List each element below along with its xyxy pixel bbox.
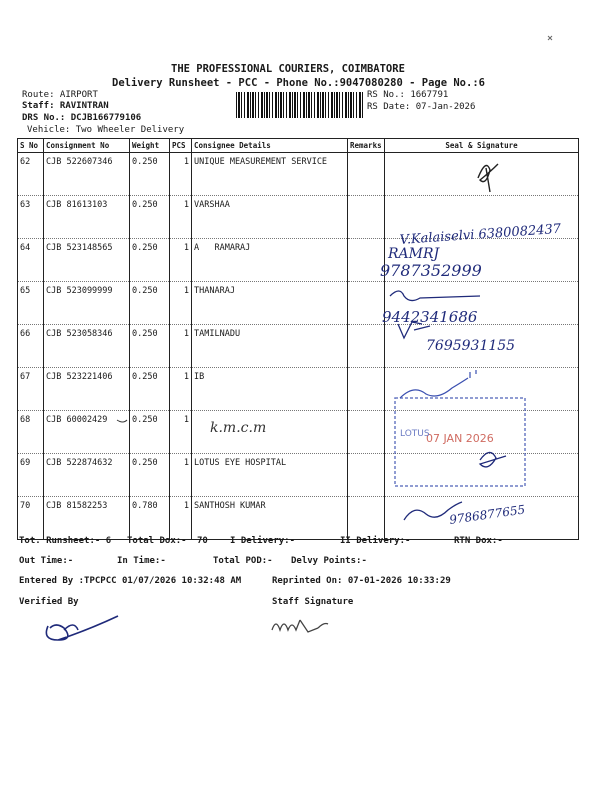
total-dox-label: Total Dox:- — [127, 536, 187, 546]
cell-weight: 0.780 — [130, 497, 170, 540]
stamp-text: LOTUS — [400, 429, 430, 439]
ii-delivery: II Delivery:- — [340, 536, 411, 546]
cell-signature — [385, 368, 579, 411]
in-time: In Time:- — [117, 556, 166, 566]
cell-sno: 70 — [18, 497, 44, 540]
cell-remarks — [348, 196, 385, 239]
vehicle-label: Vehicle: Two Wheeler Delivery — [27, 125, 185, 135]
table-header-row — [18, 139, 579, 153]
cell-pcs: 1 — [170, 454, 192, 497]
cell-consignment: CJB 523148565 — [44, 239, 130, 282]
cell-consignment: CJB 523058346 — [44, 325, 130, 368]
cell-consignee: SANTHOSH KUMAR — [192, 497, 348, 540]
cell-consignee: VARSHAA — [192, 196, 348, 239]
cell-consignee: UNIQUE MEASUREMENT SERVICE — [192, 153, 348, 196]
cell-weight: 0.250 — [130, 368, 170, 411]
verified-by-signature — [46, 616, 118, 640]
total-dox-value: 70 — [197, 536, 208, 546]
cell-signature — [385, 325, 579, 368]
drs-number: DRS No.: DCJB166779106 — [22, 113, 142, 123]
cell-pcs: 1 — [170, 196, 192, 239]
cell-remarks — [348, 411, 385, 454]
cell-signature — [385, 239, 579, 282]
cell-consignment: CJB 81582253 — [44, 497, 130, 540]
cell-signature — [385, 153, 579, 196]
cell-remarks — [348, 282, 385, 325]
cell-remarks — [348, 497, 385, 540]
cell-consignee: A RAMARAJ — [192, 239, 348, 282]
table-row — [18, 153, 579, 196]
cell-remarks — [348, 239, 385, 282]
cell-pcs: 1 — [170, 239, 192, 282]
staff-label: Staff: RAVINTRAN — [22, 101, 109, 111]
cell-sno: 69 — [18, 454, 44, 497]
col-remarks-header: Remarks — [348, 139, 385, 153]
table-row — [18, 196, 579, 239]
total-pod: Total POD:- — [213, 556, 273, 566]
cell-sno: 62 — [18, 153, 44, 196]
cell-consignment: CJB 81613103 — [44, 196, 130, 239]
cell-remarks — [348, 368, 385, 411]
hand-row70-phone: 9786877655 — [448, 502, 527, 527]
cell-consignee — [192, 411, 348, 454]
rtn-dox: RTN Dox:- — [454, 536, 503, 546]
cell-signature — [385, 196, 579, 239]
table-row — [18, 239, 579, 282]
cell-weight: 0.250 — [130, 454, 170, 497]
cell-consignee: LOTUS EYE HOSPITAL — [192, 454, 348, 497]
cell-remarks — [348, 454, 385, 497]
hand-row68-note: k.m.c.m — [210, 420, 267, 436]
cell-sno: 65 — [18, 282, 44, 325]
out-time: Out Time:- — [19, 556, 74, 566]
reprinted-on: Reprinted On: 07-01-2026 10:33:29 — [272, 576, 451, 586]
hand-row66-phone: 7695931155 — [426, 338, 516, 354]
i-delivery: I Delivery:- — [230, 536, 296, 546]
cell-pcs: 1 — [170, 368, 192, 411]
rs-number: RS No.: 1667791 — [367, 90, 449, 100]
corner-mark-icon — [548, 36, 552, 40]
cell-weight: 0.250 — [130, 153, 170, 196]
hand-row65-phone: 9442341686 — [382, 308, 478, 326]
cell-consignment: CJB 60002429 — [44, 411, 130, 454]
cell-consignee: THANARAJ — [192, 282, 348, 325]
col-signature-header: Seal & Signature — [385, 139, 579, 153]
rs-date: RS Date: 07-Jan-2026 — [367, 102, 476, 112]
cell-consignment: CJB 523221406 — [44, 368, 130, 411]
cell-weight: 0.250 — [130, 196, 170, 239]
cell-weight: 0.250 — [130, 282, 170, 325]
delvy-points: Delvy Points:- — [291, 556, 367, 566]
cell-remarks — [348, 325, 385, 368]
col-sno-header: S No — [18, 139, 44, 153]
hand-row64-name: RAMRJ — [388, 246, 440, 262]
stamp-date: 07 JAN 2026 — [426, 432, 494, 445]
cell-weight: 0.250 — [130, 239, 170, 282]
route-label: Route: AIRPORT — [22, 90, 98, 100]
table-row — [18, 368, 579, 411]
col-consignee-header: Consignee Details — [192, 139, 348, 153]
cell-sno: 63 — [18, 196, 44, 239]
table-row — [18, 325, 579, 368]
hand-row63: V.Kalaiselvi 6380082437 — [399, 221, 562, 248]
col-weight-header: Weight — [130, 139, 170, 153]
runsheet-subtitle: Delivery Runsheet - PCC - Phone No.:9047080280 - Page No.:6 — [112, 77, 485, 89]
cell-signature — [385, 411, 579, 454]
cell-weight: 0.250 — [130, 325, 170, 368]
cell-signature — [385, 282, 579, 325]
hand-row64-phone: 9787352999 — [380, 261, 482, 280]
staff-signature-label: Staff Signature — [272, 597, 354, 607]
cell-consignment: CJB 523099999 — [44, 282, 130, 325]
company-title: THE PROFESSIONAL COURIERS, COIMBATORE — [171, 63, 405, 75]
table-row — [18, 454, 579, 497]
runsheet-table — [17, 138, 579, 540]
cell-pcs: 1 — [170, 325, 192, 368]
entered-by: Entered By :TPCPCC 01/07/2026 10:32:48 AM — [19, 576, 242, 586]
cell-sno: 68 — [18, 411, 44, 454]
barcode-image — [236, 92, 364, 118]
tot-runsheet: Tot. Runsheet:- 6 — [19, 536, 112, 546]
cell-consignment: CJB 522607346 — [44, 153, 130, 196]
table-row — [18, 282, 579, 325]
cell-consignment: CJB 522874632 — [44, 454, 130, 497]
col-consignment-header: Consignment No — [44, 139, 130, 153]
cell-consignee: TAMILNADU — [192, 325, 348, 368]
cell-pcs: 1 — [170, 282, 192, 325]
cell-sno: 66 — [18, 325, 44, 368]
cell-signature — [385, 454, 579, 497]
cell-pcs: 1 — [170, 153, 192, 196]
cell-pcs: 1 — [170, 411, 192, 454]
table-row — [18, 411, 579, 454]
table-row — [18, 497, 579, 540]
verified-by-label: Verified By — [19, 597, 79, 607]
cell-signature — [385, 497, 579, 540]
staff-signature — [272, 620, 328, 632]
cell-weight: 0.250 — [130, 411, 170, 454]
cell-pcs: 1 — [170, 497, 192, 540]
cell-consignee: IB — [192, 368, 348, 411]
cell-remarks — [348, 153, 385, 196]
col-pcs-header: PCS — [170, 139, 192, 153]
cell-sno: 67 — [18, 368, 44, 411]
cell-sno: 64 — [18, 239, 44, 282]
